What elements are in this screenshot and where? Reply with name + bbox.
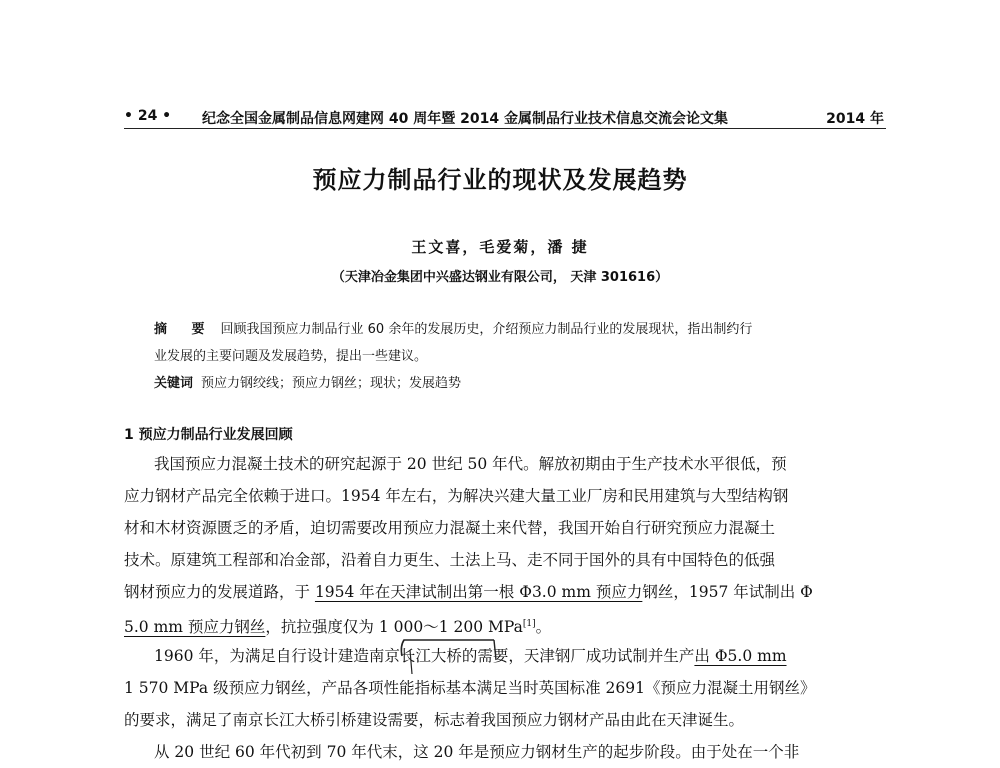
p1-line-1: 我国预应力混凝土技术的研究起源于 20 世纪 50 年代。解放初期由于生产技术水平很低，预 — [154, 455, 787, 473]
p1-line-5: 钢材预应力的发展道路，于 1954 年在天津试制出第一根 Φ3.0 mm 预应力钢丝，1957 年试制出 Φ — [124, 583, 813, 601]
authors: 王文喜，毛爱菊，潘 捷 — [411, 238, 589, 256]
underlined-phrase: 出 Φ5.0 mm — [694, 647, 787, 665]
page-number: • 24 • — [124, 108, 172, 124]
abstract-line-2: 业发展的主要问题及发展趋势，提出一些建议。 — [154, 349, 428, 364]
p2-line-2: 1 570 MPa 级预应力钢丝，产品各项性能指标基本满足当时英国标准 2691《预应力混凝土用钢丝》 — [124, 679, 816, 697]
keywords: 关键词 预应力钢绞线；预应力钢丝；现状；发展趋势 — [154, 376, 462, 391]
affiliation: （天津冶金集团中兴盛达钢业有限公司， 天津 301616） — [331, 270, 669, 285]
abstract-label: 摘 要 — [154, 322, 215, 337]
p2-line-1: 1960 年，为满足自行设计建造南京长江大桥的需要，天津钢厂成功试制并生产出 Φ5.0 mm — [154, 647, 787, 665]
boxed-phrase: 南京长江大桥 — [368, 647, 462, 665]
paper-title: 预应力制品行业的现状及发展趋势 — [312, 166, 688, 194]
p1-line-4: 技术。原建筑工程部和冶金部，沿着自力更生、土法上马、走不同于国外的具有中国特色的低强 — [124, 551, 776, 569]
keywords-label: 关键词 — [154, 376, 194, 391]
p1-line-6: 5.0 mm 预应力钢丝，抗拉强度仅为 1 000～1 200 MPa[1]。 — [124, 618, 552, 637]
abstract-line-1: 摘 要 回顾我国预应力制品行业 60 余年的发展历史，介绍预应力制品行业的发展现状，指出制约行 — [154, 322, 753, 337]
pen-bracket-mark — [494, 640, 496, 660]
p1-line-2: 应力钢材产品完全依赖于进口。1954 年左右，为解决兴建大量工业厂房和民用建筑与大型结构钢 — [124, 487, 789, 505]
p1-line-3: 材和木材资源匮乏的矛盾，迫切需要改用预应力混凝土来代替，我国开始自行研究预应力混凝土 — [124, 519, 776, 537]
pen-bracket-mark — [410, 650, 412, 674]
journal-title: 纪念全国金属制品信息网建网 40 周年暨 2014 金属制品行业技术信息交流会论文集 — [202, 111, 728, 127]
section-heading: 1 预应力制品行业发展回顾 — [124, 427, 293, 443]
pen-bracket-mark — [401, 640, 494, 656]
p3-line-1: 从 20 世纪 60 年代初到 70 年代末，这 20 年是预应力钢材生产的起步阶段。由于处在一个非 — [154, 743, 800, 761]
p2-line-3: 的要求，满足了南京长江大桥引桥建设需要，标志着我国预应力钢材产品由此在天津诞生。 — [124, 711, 745, 729]
header-year: 2014 年 — [826, 111, 884, 127]
underlined-phrase: 5.0 mm 预应力钢丝 — [124, 618, 266, 637]
underlined-phrase: 1954 年在天津试制出第一根 Φ3.0 mm 预应力 — [314, 583, 643, 601]
